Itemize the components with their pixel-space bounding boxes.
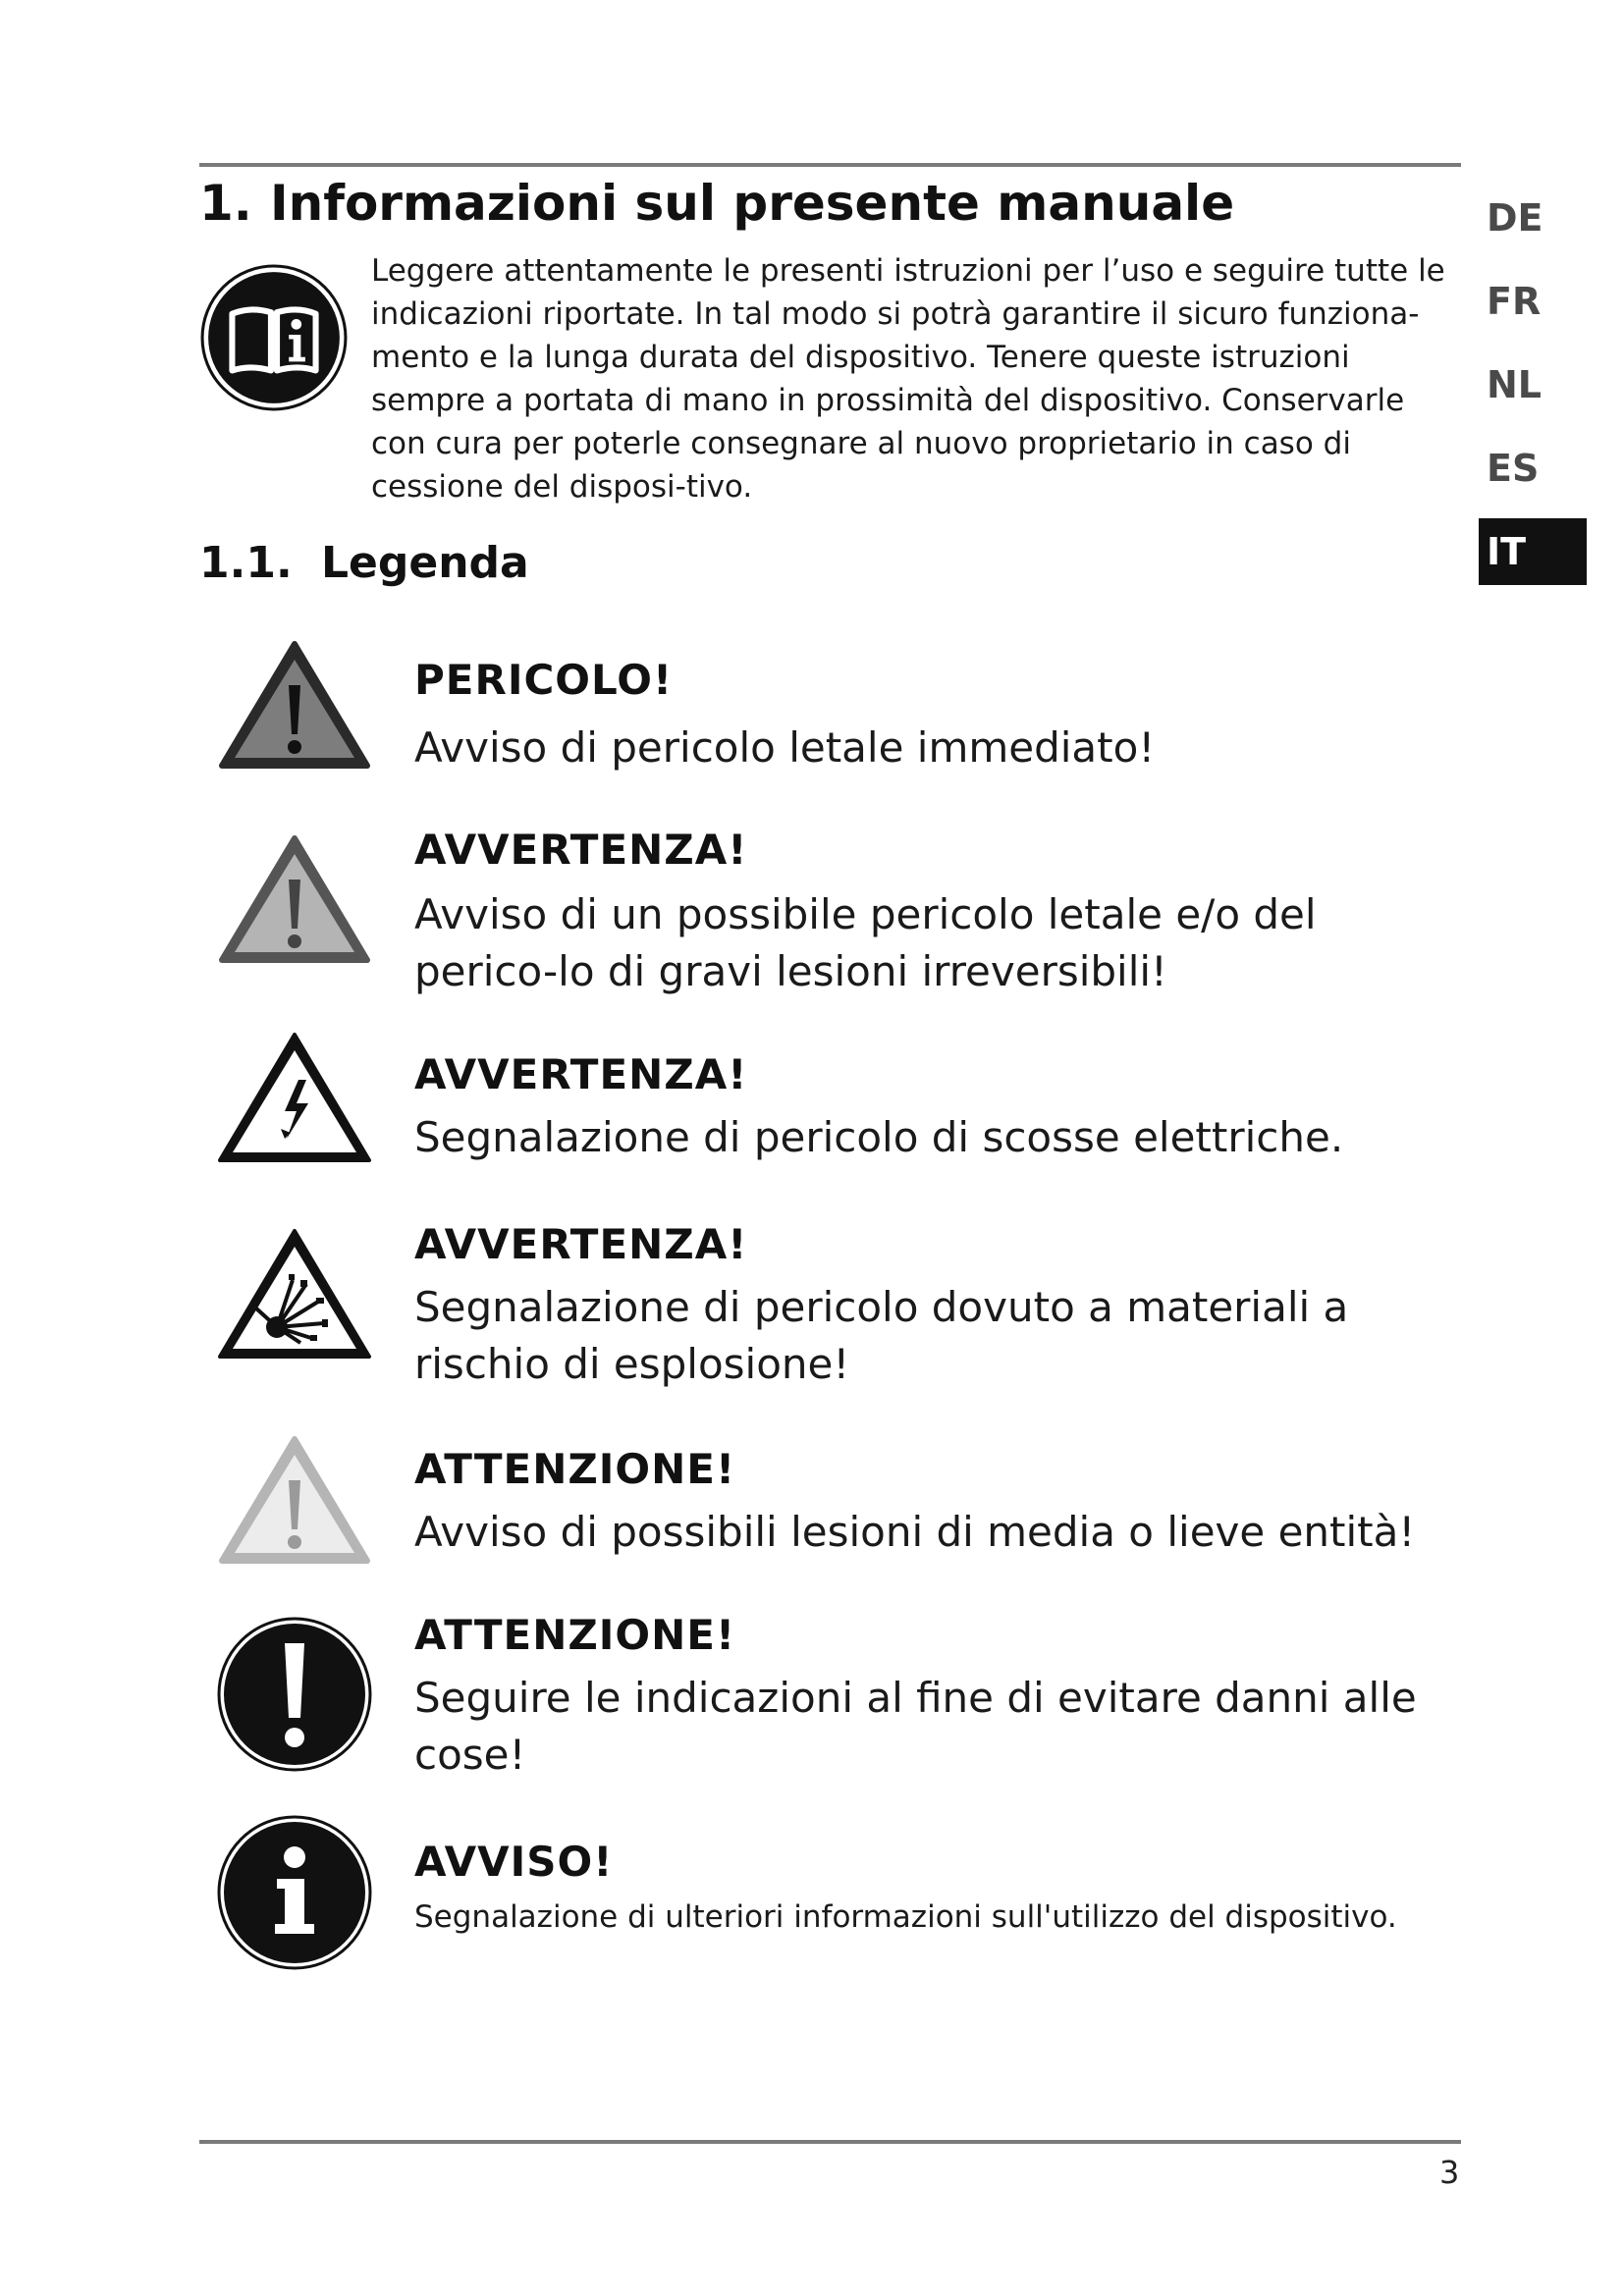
lang-tab-it[interactable]: IT (1479, 518, 1587, 585)
legend-title-info: AVVISO! (414, 1838, 614, 1886)
danger-warning-icon (216, 636, 373, 774)
legend-title-explosion: AVVERTENZA! (414, 1220, 748, 1268)
warning-triangle-icon (216, 830, 373, 968)
legend-title-electric: AVVERTENZA! (414, 1050, 748, 1098)
lang-tab-nl[interactable]: NL (1487, 363, 1543, 406)
section-title: Informazioni sul presente manuale (270, 175, 1235, 232)
legend-text-electric: Segnalazione di pericolo di scosse elettriche. (414, 1113, 1344, 1161)
lang-tab-fr[interactable]: FR (1487, 280, 1542, 323)
caution-triangle-icon (216, 1431, 373, 1569)
subsection-number: 1.1. (199, 538, 293, 588)
lang-tab-es[interactable]: ES (1487, 447, 1540, 490)
intro-paragraph: Leggere attentamente le presenti istruzioni per l’uso e seguire tutte le indicazioni riportate. In tal modo si potrà garantire il sicuro funziona-mento e la lunga durata del dispositivo. Tenere queste istruzioni sempre a portata di mano in prossimità del dispositivo. Conservarle con cura per poterle consegnare al nuovo proprietario in caso di cessione del disposi-tivo. (371, 253, 1445, 505)
section-number: 1. (199, 175, 252, 232)
section-heading (199, 175, 1234, 232)
subsection-heading (199, 538, 529, 588)
manual-info-icon (199, 263, 349, 412)
legend-title-notice: ATTENZIONE! (414, 1611, 736, 1659)
electric-shock-icon (216, 1029, 373, 1166)
legend-text-caution: Avviso di possibili lesioni di media o lieve entità! (414, 1508, 1416, 1556)
legend-text-explosion: Segnalazione di pericolo dovuto a materiali a rischio di esplosione! (414, 1283, 1349, 1388)
info-circle-icon (216, 1814, 373, 1971)
explosion-hazard-icon (216, 1225, 373, 1362)
legend-title-danger: PERICOLO! (414, 656, 674, 704)
legend-text-notice: Seguire le indicazioni al fine di evitare danni alle cose! (414, 1674, 1417, 1779)
bottom-rule (199, 2140, 1461, 2144)
legend-title-warning: AVVERTENZA! (414, 826, 748, 874)
page-number: 3 (1439, 2154, 1460, 2191)
legend-text-info: Segnalazione di ulteriori informazioni sull'utilizzo del dispositivo. (414, 1899, 1397, 1935)
subsection-title: Legenda (321, 538, 529, 588)
lang-tab-de[interactable]: DE (1487, 196, 1543, 240)
legend-title-caution: ATTENZIONE! (414, 1445, 736, 1493)
exclamation-circle-icon (216, 1616, 373, 1773)
legend-text-danger: Avviso di pericolo letale immediato! (414, 723, 1156, 772)
top-rule (199, 163, 1461, 167)
legend-text-warning: Avviso di un possibile pericolo letale e/o del perico-lo di gravi lesioni irreversibili! (414, 890, 1317, 995)
